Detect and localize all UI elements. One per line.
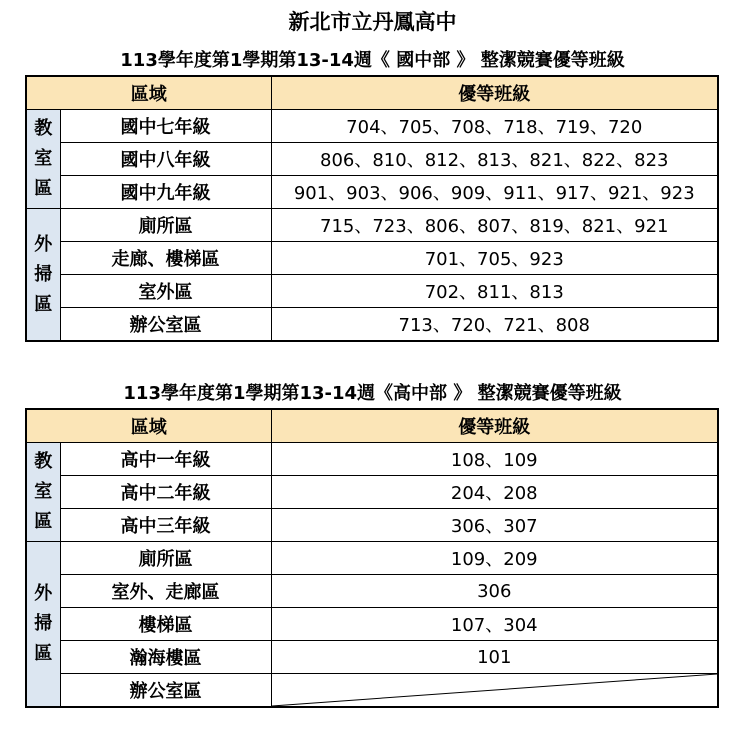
area-cell: 辦公室區 [60,308,271,342]
table-row [26,275,718,308]
classes-cell: 702、811、813 [271,275,718,308]
classes-cell: 204、208 [271,476,718,509]
table-row [26,641,718,674]
area-cell: 樓梯區 [60,608,271,641]
classes-cell: 704、705、708、718、719、720 [271,110,718,143]
area-cell: 高中二年級 [60,476,271,509]
area-cell: 國中八年級 [60,143,271,176]
table-row [26,143,718,176]
area-cell: 室外、走廊區 [60,575,271,608]
table-row [26,674,718,708]
classes-cell: 701、705、923 [271,242,718,275]
table-row [26,608,718,641]
classes-cell: 101 [271,641,718,674]
area-cell: 高中一年級 [60,443,271,476]
table-row [26,509,718,542]
category-outdoor: 外 掃 區 [26,542,60,708]
area-cell: 高中三年級 [60,509,271,542]
classes-cell: 306、307 [271,509,718,542]
empty-classes-cell [271,674,718,708]
classes-cell: 901、903、906、909、911、917、921、923 [271,176,718,209]
area-cell: 辦公室區 [60,674,271,708]
header-honor: 優等班級 [271,76,718,110]
table-header-row [26,76,718,110]
area-cell: 室外區 [60,275,271,308]
classes-cell: 715、723、806、807、819、821、921 [271,209,718,242]
diagonal-slash [272,674,718,706]
classes-cell: 107、304 [271,608,718,641]
junior-section-title: 113學年度第1學期第13-14週《 國中部 》 整潔競賽優等班級 [120,50,625,71]
table-row [26,176,718,209]
table-row [26,476,718,509]
table-row [26,542,718,575]
table-row [26,242,718,275]
table-header-row [26,409,718,443]
header-honor: 優等班級 [271,409,718,443]
senior-honor-table [25,408,719,708]
classes-cell: 806、810、812、813、821、822、823 [271,143,718,176]
junior-honor-table [25,75,719,342]
category-classroom: 教 室 區 [26,443,60,542]
senior-section-title: 113學年度第1學期第13-14週《高中部 》 整潔競賽優等班級 [123,383,622,404]
category-outdoor: 外 掃 區 [26,209,60,342]
table-row [26,110,718,143]
table-row [26,443,718,476]
area-cell: 瀚海樓區 [60,641,271,674]
header-area: 區域 [26,76,271,110]
area-cell: 國中七年級 [60,110,271,143]
area-cell: 國中九年級 [60,176,271,209]
table-row [26,575,718,608]
table-row [26,209,718,242]
category-classroom: 教 室 區 [26,110,60,209]
school-title: 新北市立丹鳳高中 [288,10,457,34]
area-cell: 廁所區 [60,542,271,575]
classes-cell: 108、109 [271,443,718,476]
area-cell: 廁所區 [60,209,271,242]
classes-cell: 109、209 [271,542,718,575]
classes-cell: 306 [271,575,718,608]
header-area: 區域 [26,409,271,443]
area-cell: 走廊、樓梯區 [60,242,271,275]
table-row [26,308,718,342]
classes-cell: 713、720、721、808 [271,308,718,342]
